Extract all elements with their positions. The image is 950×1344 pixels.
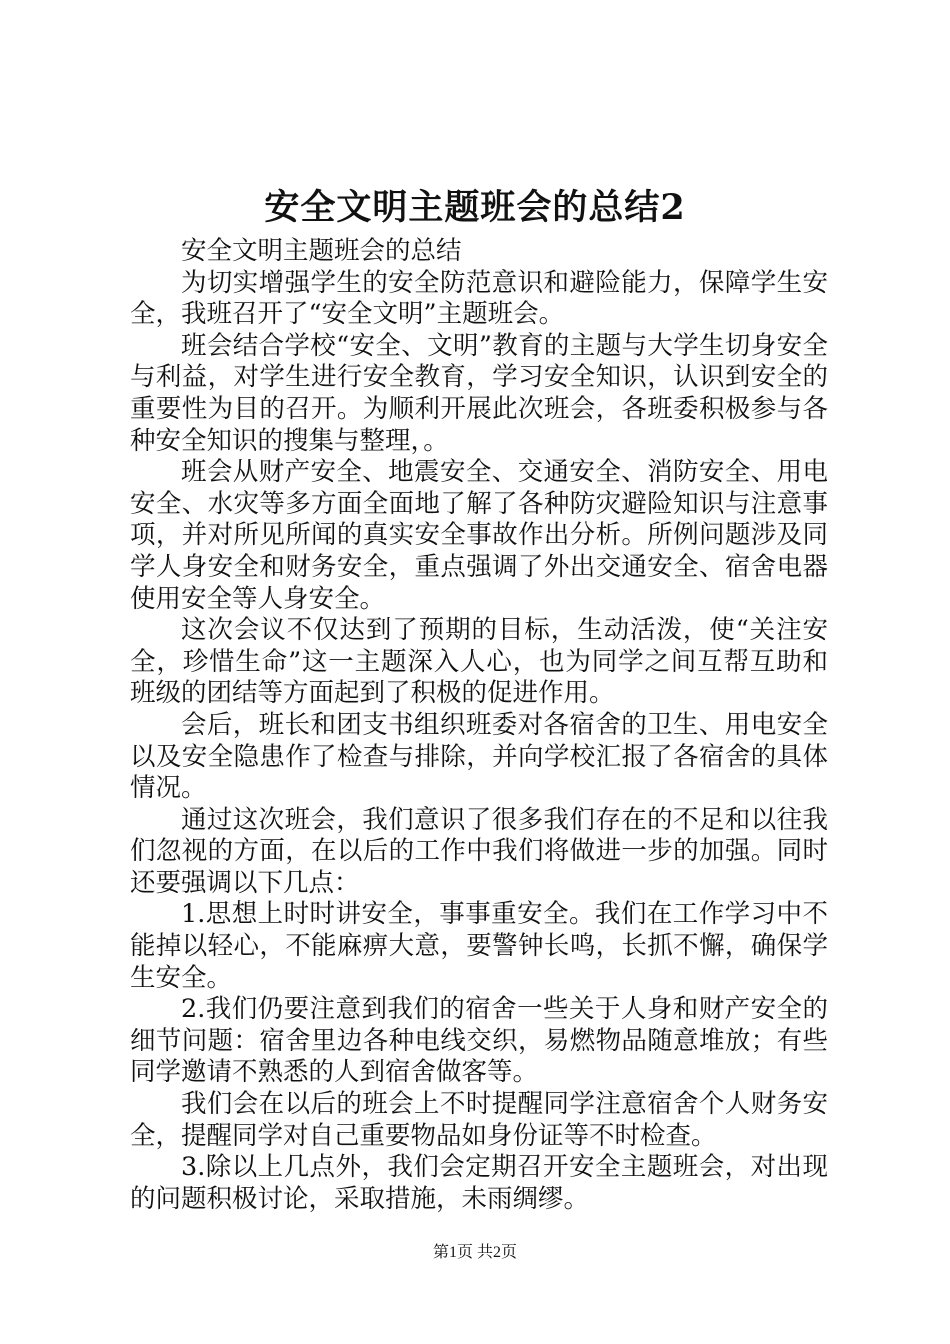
document-title: 安全文明主题班会的总结2 (264, 187, 686, 228)
paragraph: 通过这次班会，我们意识了很多我们存在的不足和以往我们忽视的方面，在以后的工作中我们将做进一步的加强。同时还要强调以下几点： (130, 804, 828, 898)
paragraph: 班会从财产安全、地震安全、交通安全、消防安全、用电安全、水灾等多方面全面地了解了各种防灾避险知识与注意事项，并对所见所闻的真实安全事故作出分析。所例问题涉及同学人身安全和财务安全，重点强调了外出交通安全、宿舍电器使用安全等人身安全。 (130, 457, 828, 614)
paragraph: 这次会议不仅达到了预期的目标，生动活泼，使“关注安全，珍惜生命”这一主题深入人心，也为同学之间互帮互助和班级的团结等方面起到了积极的促进作用。 (130, 615, 828, 709)
page-indicator: 第1页 共2页 (432, 1244, 517, 1261)
paragraph-point-3: 3.除以上几点外，我们会定期召开安全主题班会，对出现的问题积极讨论，采取措施，未雨绸缪。 (130, 1152, 828, 1214)
paragraph-point-2: 2.我们仍要注意到我们的宿舍一些关于人身和财产安全的细节问题：宿舍里边各种电线交织，易燃物品随意堆放；有些同学邀请不熟悉的人到宿舍做客等。 (130, 994, 828, 1088)
paragraph: 我们会在以后的班会上不时提醒同学注意宿舍个人财务安全，提醒同学对自己重要物品如身份证等不时检查。 (130, 1089, 828, 1151)
paragraph: 班会结合学校“安全、文明”教育的主题与大学生切身安全与利益，对学生进行安全教育，学习安全知识，认识到安全的重要性为目的召开。为顺利开展此次班会，各班委积极参与各种安全知识的搜集与整理，。 (130, 330, 828, 456)
paragraph: 会后，班长和团支书组织班委对各宿舍的卫生、用电安全以及安全隐患作了检查与排除，并向学校汇报了各宿舍的具体情况。 (130, 709, 828, 804)
paragraph-point-1: 1.思想上时时讲安全，事事重安全。我们在工作学习中不能掉以轻心，不能麻痹大意，要警钟长鸣，长抓不懈，确保学生安全。 (130, 899, 828, 993)
document-body (130, 236, 828, 1215)
paragraph-subtitle: 安全文明主题班会的总结 (181, 236, 462, 266)
paragraph: 为切实增强学生的安全防范意识和避险能力，保障学生安全，我班召开了“安全文明”主题班会。 (130, 267, 828, 330)
